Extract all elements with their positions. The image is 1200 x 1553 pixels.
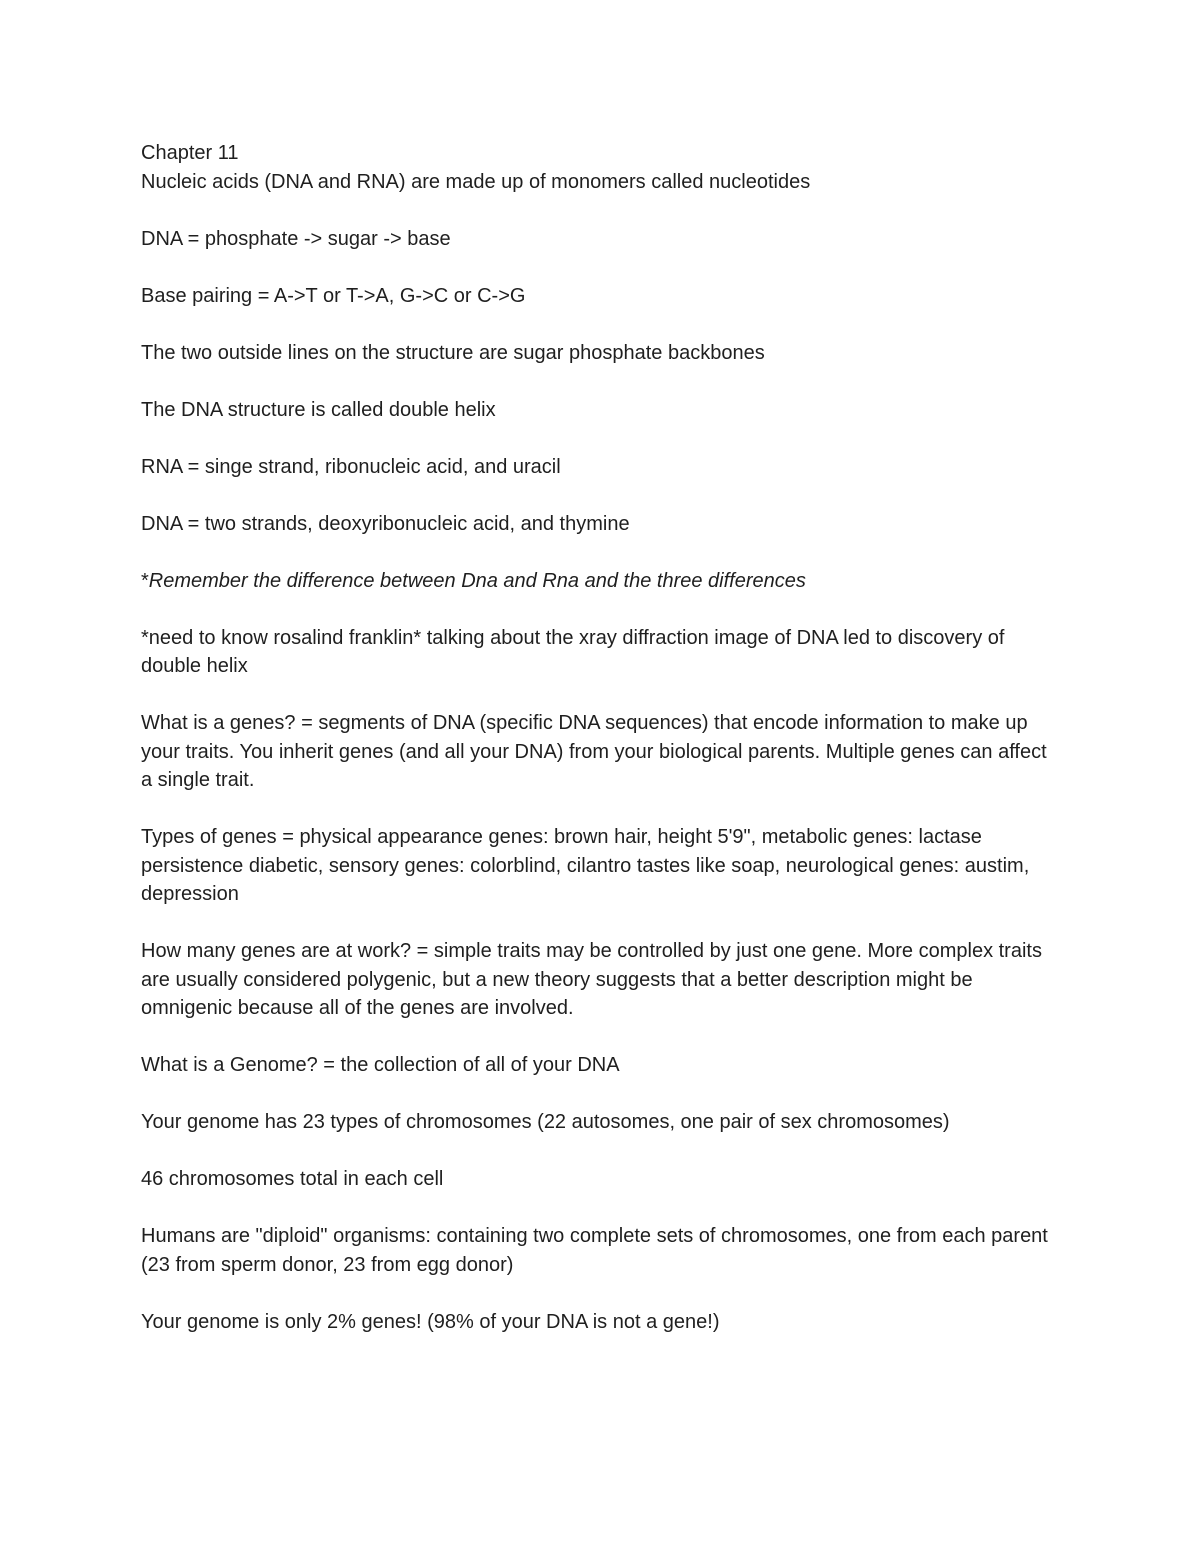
note-what-is-gene: What is a genes? = segments of DNA (specific DNA sequences) that encode information to make up your traits. You inherit genes (and all your DNA) from your biological parents. Multiple genes can affect a single trait. xyxy=(141,712,1053,791)
document-body xyxy=(141,139,1061,1365)
note-how-many-genes: How many genes are at work? = simple traits may be controlled by just one gene. More complex traits are usually considered polygenic, but a new theory suggests that a better description might be omnigenic because all of the genes are involved. xyxy=(141,940,1048,1019)
note-rosalind-franklin: *need to know rosalind franklin* talking about the xray diffraction image of DNA led to discovery of double helix xyxy=(141,626,1010,677)
note-double-helix: The DNA structure is called double helix xyxy=(141,398,496,421)
note-types-of-genes: Types of genes = physical appearance genes: brown hair, height 5'9", metabolic genes: lactase persistence diabetic, sensory genes: colorblind, cilantro tastes like soap, neurological genes: austim, depression xyxy=(141,826,1035,905)
note-chromosome-types: Your genome has 23 types of chromosomes (22 autosomes, one pair of sex chromosomes) xyxy=(141,1111,950,1133)
note-rna: RNA = singe strand, ribonucleic acid, and uracil xyxy=(141,455,561,478)
remember-text: Remember the difference between Dna and Rna and the three differences xyxy=(148,569,806,592)
note-dna: DNA = two strands, deoxyribonucleic acid, and thymine xyxy=(141,512,630,535)
note-what-is-genome: What is a Genome? = the collection of all of your DNA xyxy=(141,1054,620,1076)
note-dna-composition: DNA = phosphate -> sugar -> base xyxy=(141,227,451,250)
note-nucleic-acids: Nucleic acids (DNA and RNA) are made up of monomers called nucleotides xyxy=(141,170,811,193)
note-backbones: The two outside lines on the structure are sugar phosphate backbones xyxy=(141,341,765,364)
note-genome-percent: Your genome is only 2% genes! (98% of your DNA is not a gene!) xyxy=(141,1310,720,1333)
chapter-heading: Chapter 11 xyxy=(141,142,239,164)
note-remember xyxy=(141,567,1061,596)
note-base-pairing: Base pairing = A->T or T->A, G->C or C->G xyxy=(141,284,526,307)
note-diploid: Humans are "diploid" organisms: containing two complete sets of chromosomes, one from each parent (23 from sperm donor, 23 from egg donor) xyxy=(141,1225,1054,1276)
remember-asterisk: * xyxy=(141,569,149,592)
note-chromosome-total: 46 chromosomes total in each cell xyxy=(141,1168,444,1190)
